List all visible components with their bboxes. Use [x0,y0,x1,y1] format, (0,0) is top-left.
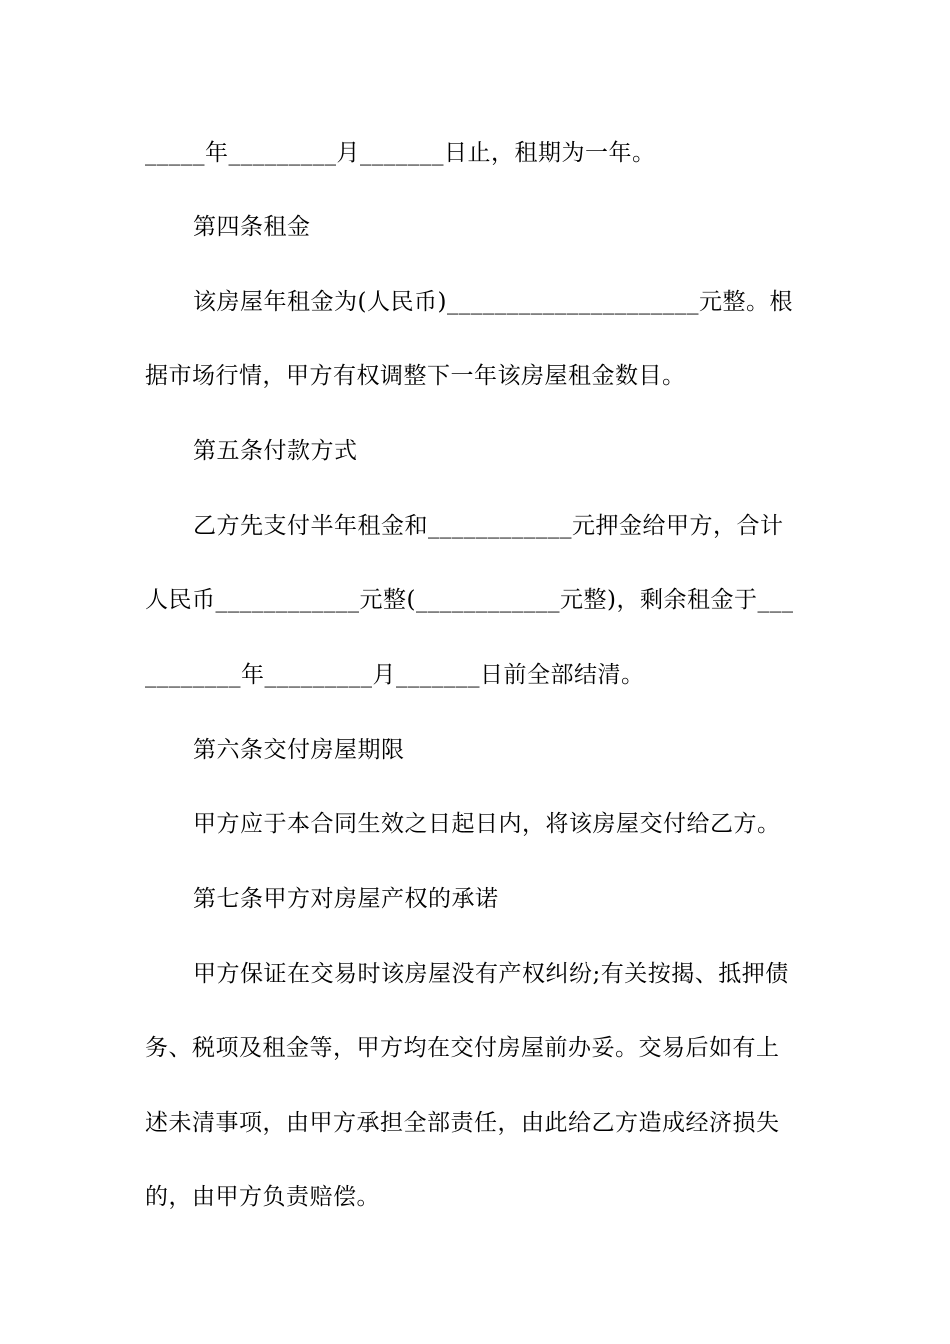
text-line-title-promise-2: 务、税项及租金等，甲方均在交付房屋前办妥。交易后如有上 [145,1035,780,1061]
heading-article-4: 第四条租金 [193,214,311,240]
text-line-payment-1: 乙方先支付半年租金和____________元押金给甲方，合计 [193,513,784,539]
text-line-payment-2: 人民币____________元整(____________元整)，剩余租金于___ [145,587,794,613]
text-line-rent-1: 该房屋年租金为(人民币)_____________________元整。根 [193,289,793,315]
text-line-title-promise-3: 述未清事项，由甲方承担全部责任，由此给乙方造成经济损失 [145,1110,780,1136]
heading-article-6: 第六条交付房屋期限 [193,737,405,763]
text-line-title-promise-1: 甲方保证在交易时该房屋没有产权纠纷;有关按揭、抵押债 [193,961,789,987]
text-line-payment-3: ________年_________月_______日前全部结清。 [145,662,645,688]
text-line-rent-2: 据市场行情，甲方有权调整下一年该房屋租金数目。 [145,363,686,389]
text-line-term-end: _____年_________月_______日止，租期为一年。 [145,140,656,166]
heading-article-5: 第五条付款方式 [193,438,358,464]
heading-article-7: 第七条甲方对房屋产权的承诺 [193,886,499,912]
text-line-title-promise-4: 的，由甲方负责赔偿。 [145,1184,380,1210]
text-line-delivery: 甲方应于本合同生效之日起日内，将该房屋交付给乙方。 [193,811,781,837]
